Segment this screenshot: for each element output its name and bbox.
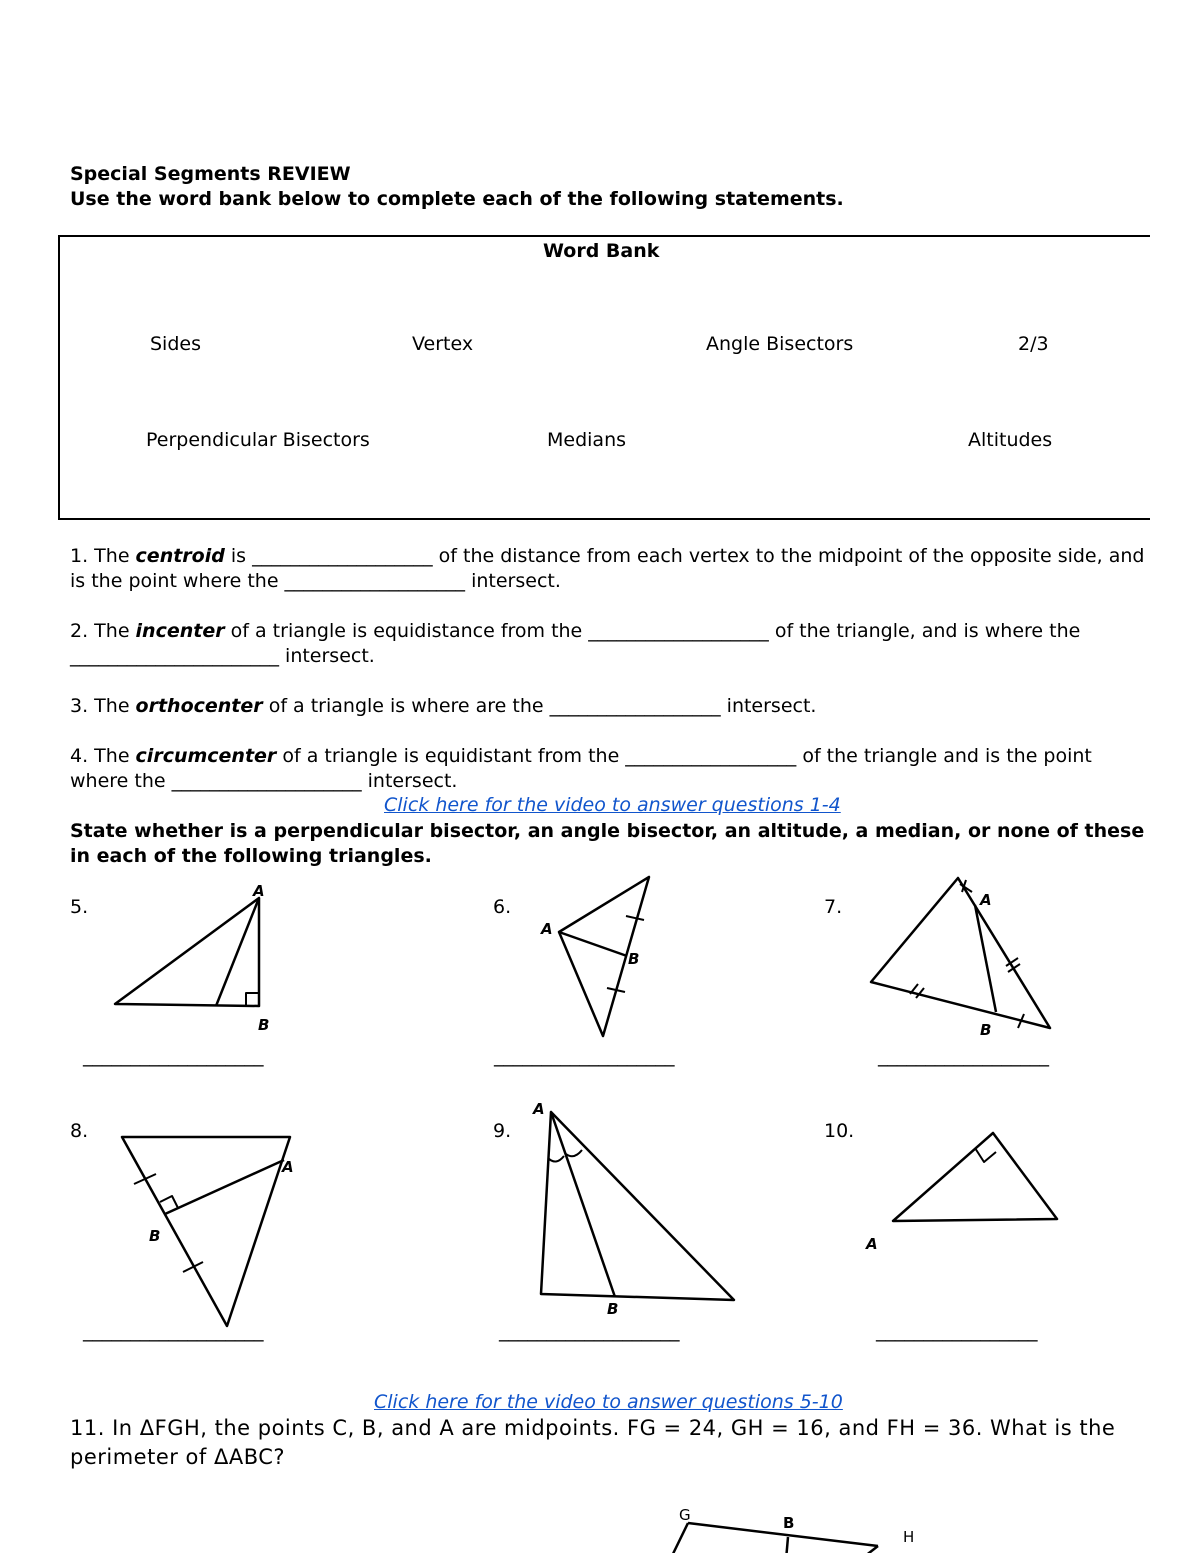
item-number-9: 9. xyxy=(493,1120,512,1142)
item-number-6: 6. xyxy=(493,896,512,918)
answer-blank-6[interactable]: ___________________ xyxy=(494,1045,675,1067)
label-5-a: A xyxy=(253,882,265,900)
triangle-8 xyxy=(122,1137,290,1326)
term-orthocenter: orthocenter xyxy=(135,695,263,717)
term-centroid: centroid xyxy=(135,545,225,567)
label-6-b: B xyxy=(628,950,640,968)
triangle-7 xyxy=(871,878,1050,1028)
word-bank-item-vertex: Vertex xyxy=(412,333,474,355)
answer-blank-9[interactable]: ___________________ xyxy=(499,1320,680,1342)
section-2-instructions: State whether is a perpendicular bisector, an angle bisector, an altitude, a median, or none of these in each of the following triangles. xyxy=(70,820,1145,867)
label-8-b: B xyxy=(149,1227,161,1245)
word-bank-item-altitudes: Altitudes xyxy=(968,429,1053,451)
item-number-8: 8. xyxy=(70,1120,89,1142)
triangle-9 xyxy=(541,1112,734,1300)
video-link-questions-1-4[interactable]: Click here for the video to answer questions 1-4 xyxy=(384,794,841,816)
video-link-questions-5-10[interactable]: Click here for the video to answer questions 5-10 xyxy=(374,1391,843,1413)
question-11: 11. In ΔFGH, the points C, B, and A are midpoints. FG = 24, GH = 16, and FH = 36. What is the perimeter of ΔABC? xyxy=(70,1416,1116,1469)
question-1: 1. The centroid is ___________________ of the distance from each vertex to the midpoint of the opposite side, and is the point where the ___________________ intersect. xyxy=(70,545,1145,592)
label-7-a: A xyxy=(980,891,992,909)
item-number-7: 7. xyxy=(824,896,843,918)
label-10-a: A xyxy=(866,1235,878,1253)
word-bank-heading: Word Bank xyxy=(543,240,660,262)
word-bank-item-angle-bisectors: Angle Bisectors xyxy=(706,333,854,355)
label-7-b: B xyxy=(980,1021,992,1039)
triangle-5 xyxy=(115,898,259,1006)
label-5-b: B xyxy=(258,1016,270,1034)
label-8-a: A xyxy=(282,1158,294,1176)
label-6-a: A xyxy=(541,920,553,938)
worksheet-title: Special Segments REVIEW xyxy=(70,163,351,185)
item-number-10: 10. xyxy=(824,1120,855,1142)
word-bank-item-perpendicular-bisectors: Perpendicular Bisectors xyxy=(146,429,370,451)
triangle-11 xyxy=(670,1523,878,1553)
word-bank-item-medians: Medians xyxy=(547,429,627,451)
label-11-b: B xyxy=(783,1514,795,1532)
question-2: 2. The incenter of a triangle is equidistance from the ___________________ of the triangle, and is where the ______________________ intersect. xyxy=(70,620,1081,667)
worksheet-instructions: Use the word bank below to complete each of the following statements. xyxy=(70,188,844,210)
answer-blank-5[interactable]: ___________________ xyxy=(83,1045,264,1067)
question-4: 4. The circumcenter of a triangle is equidistant from the __________________ of the triangle and is the point where the ____________________ intersect. xyxy=(70,745,1092,792)
label-11-g: G xyxy=(679,1506,691,1524)
label-9-b: B xyxy=(607,1300,619,1318)
label-9-a: A xyxy=(533,1100,545,1118)
item-number-5: 5. xyxy=(70,896,89,918)
label-11-h: H xyxy=(903,1528,915,1546)
term-incenter: incenter xyxy=(135,620,225,642)
answer-blank-7[interactable]: __________________ xyxy=(878,1045,1049,1067)
word-bank-item-two-thirds: 2/3 xyxy=(1018,333,1049,355)
answer-blank-10[interactable]: _________________ xyxy=(876,1320,1038,1342)
answer-blank-8[interactable]: ___________________ xyxy=(83,1320,264,1342)
question-3: 3. The orthocenter of a triangle is where are the __________________ intersect. xyxy=(70,695,817,717)
word-bank-item-sides: Sides xyxy=(150,333,201,355)
term-circumcenter: circumcenter xyxy=(135,745,277,767)
triangle-10 xyxy=(893,1133,1057,1221)
